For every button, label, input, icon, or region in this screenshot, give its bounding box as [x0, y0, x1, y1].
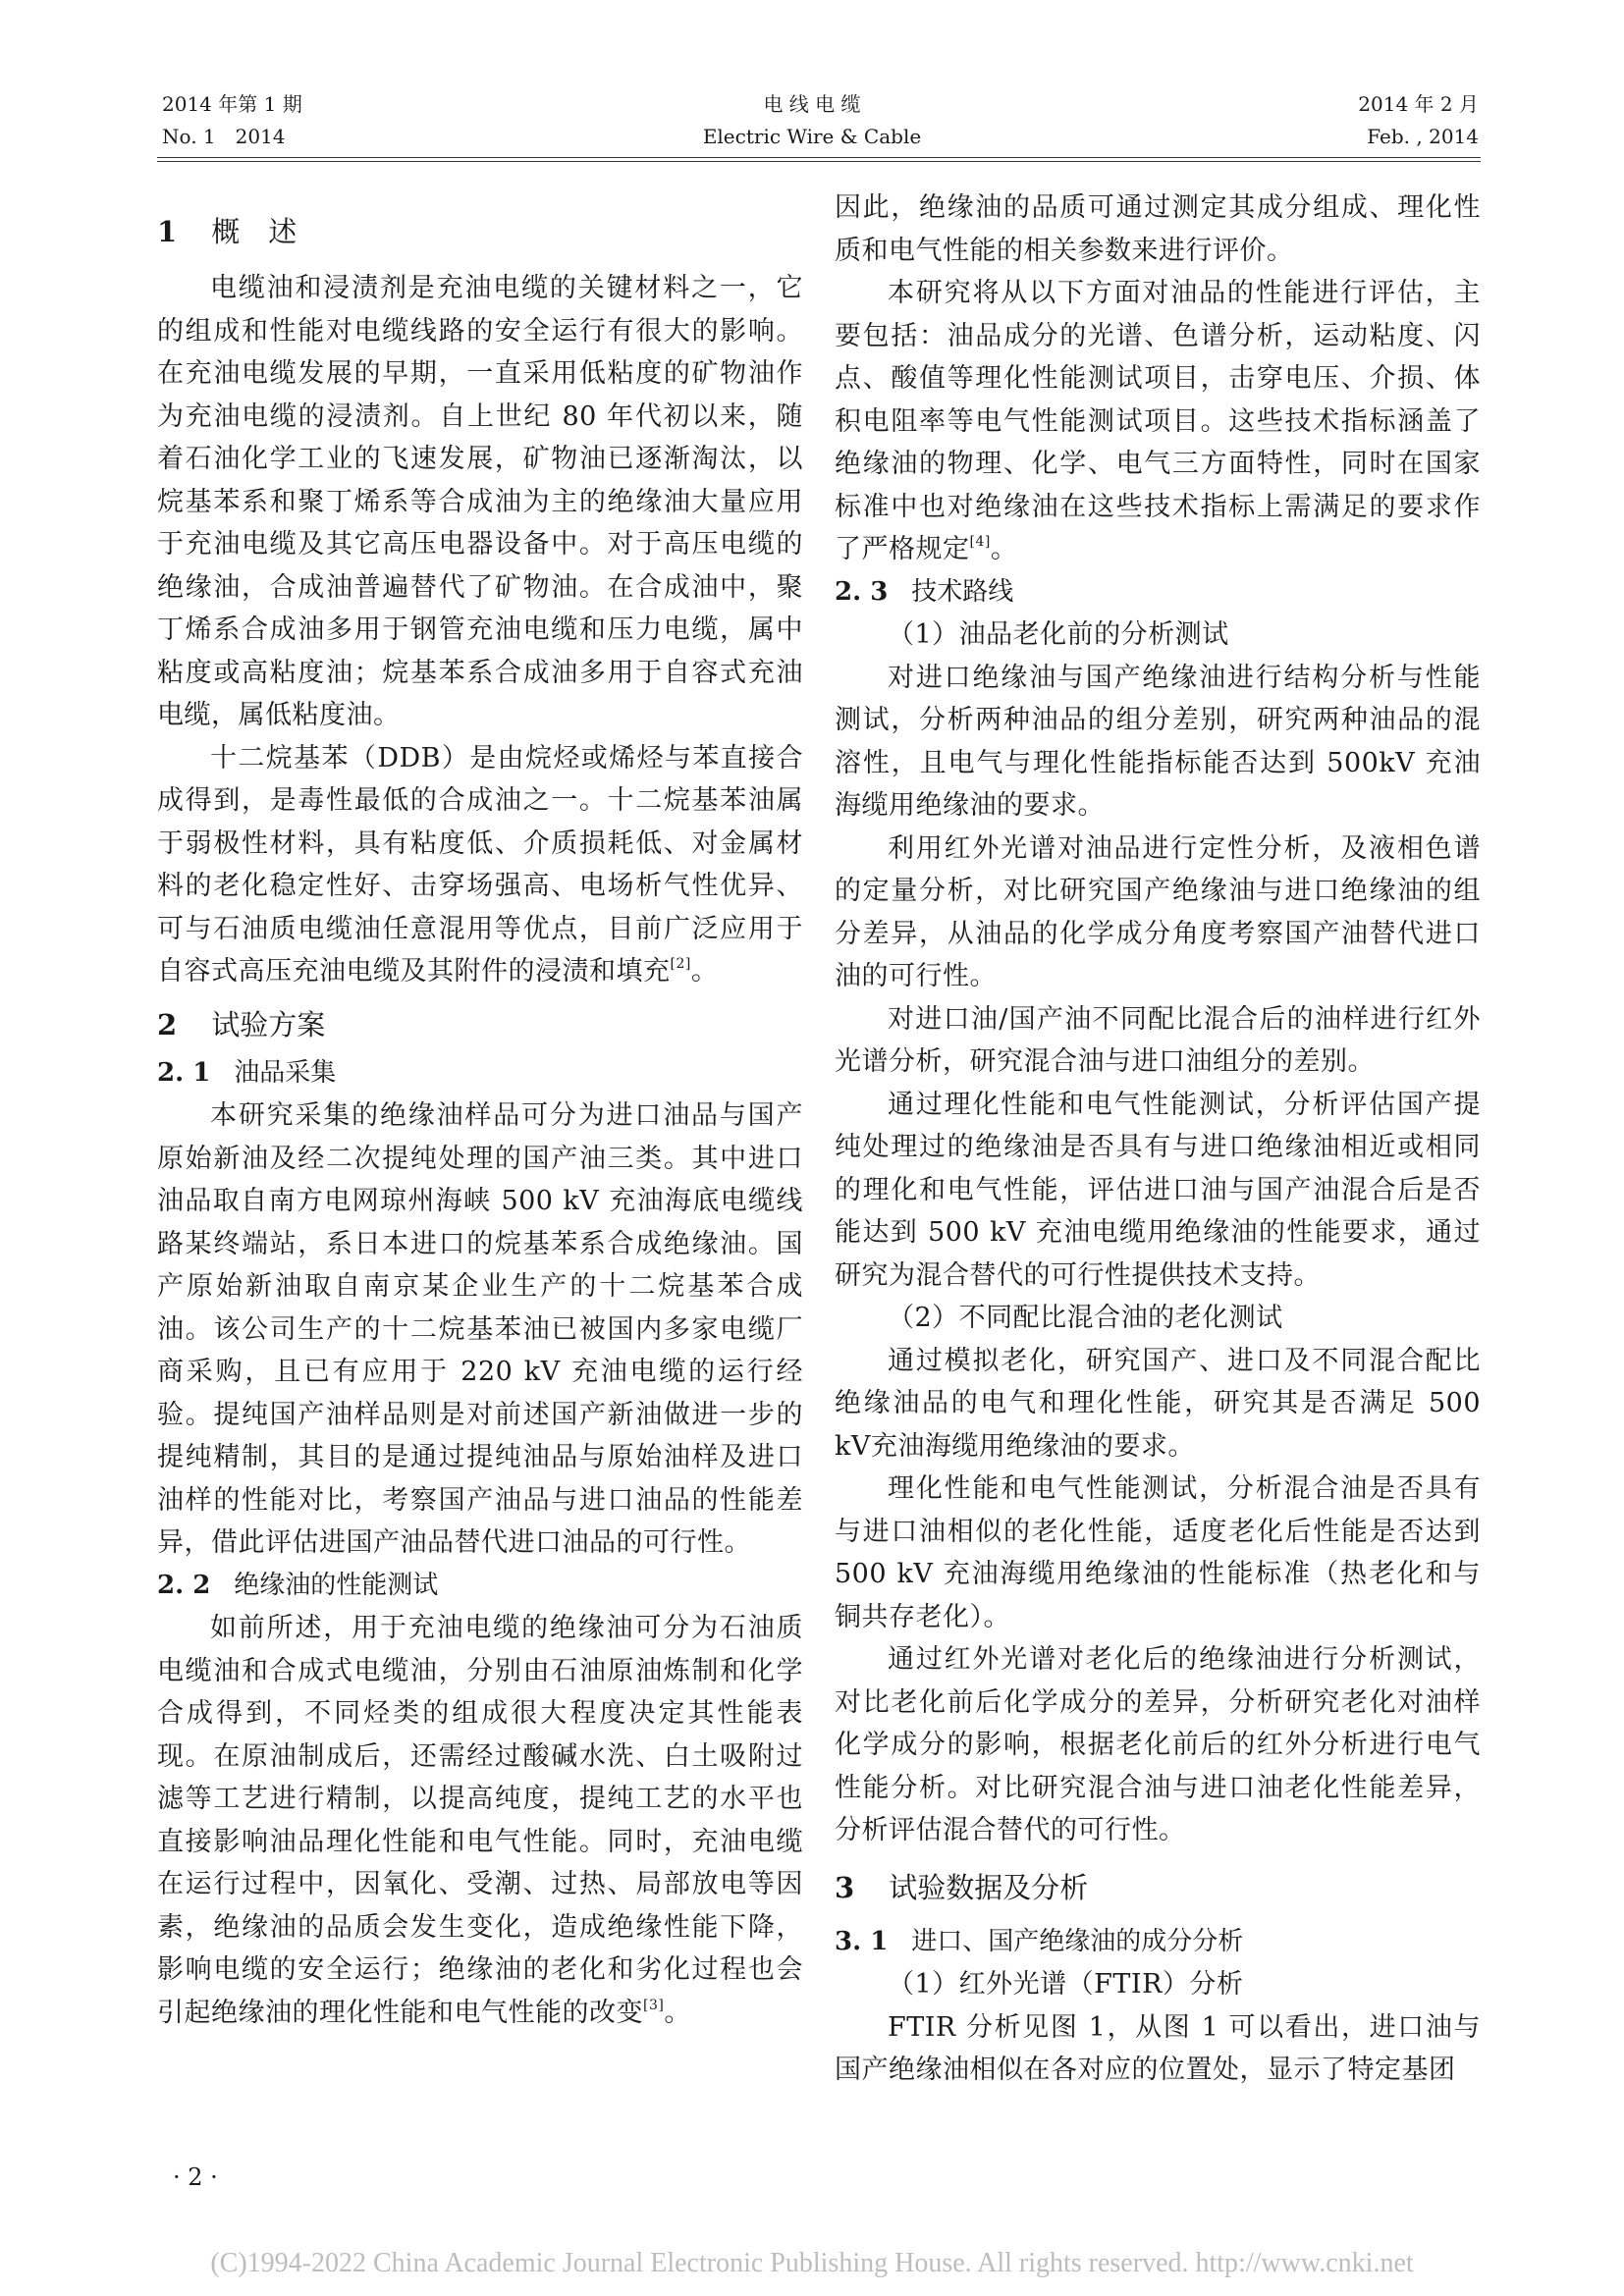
header-issue-en: No. 1 2014: [162, 125, 286, 148]
header-date-cn: 2014 年 2 月: [1358, 92, 1479, 116]
subsection-2-2-number: 2. 2: [157, 1570, 211, 1600]
subsection-2-2-paragraph-2: [835, 272, 1481, 571]
section-1-title: 概 述: [211, 215, 298, 248]
route-item-2-paragraph-3: 通过红外光谱对老化后的绝缘油进行分析测试，对比老化前后化学成分的差异，分析研究老化对油样化学成分的影响，根据老化前后的红外分析进行电气性能分析。对比研究混合油与进口油老化性能差异，分析评估混合替代的可行性。: [835, 1644, 1481, 1845]
citation-4: [4]: [969, 534, 991, 550]
subsection-2-2-paragraph: [157, 1607, 803, 2034]
subsection-2-2-paragraph-2-end: 。: [990, 534, 1018, 564]
subsection-2-2-paragraph-text: 如前所述，用于充油电缆的绝缘油可分为石油质电缆油和合成式电缆油，分别由石油原油炼制和化学合成得到，不同烃类的组成很大程度决定其性能表现。在原油制成后，还需经过酸碱水洗、白土吸附过滤等工艺进行精制，以提高纯度，提纯工艺的水平也直接影响油品理化性能和电气性能。同时，充油电缆在运行过程中，因氧化、受潮、过热、局部放电等因素，绝缘油的品质会发生变化，造成绝缘性能下降，影响电缆的安全运行；绝缘油的老化和劣化过程也会引起绝缘油的理化性能和电气性能的改变: [157, 1613, 803, 2028]
subsection-2-1-number: 2. 1: [157, 1057, 211, 1088]
section-1-paragraph-2: [157, 737, 803, 993]
header-journal-en: Electric Wire & Cable: [702, 125, 922, 148]
subsection-2-2-paragraph-end: 。: [664, 1997, 691, 2028]
left-column: [157, 188, 803, 2034]
route-item-1-paragraph-2: 利用红外光谱对油品进行定性分析，及液相色谱的定量分析，对比研究国产绝缘油与进口绝缘油的组分差异，从油品的化学成分角度考察国产油替代进口油的可行性。: [835, 832, 1481, 991]
header-journal-cn: 电 线 电 缆: [763, 92, 861, 116]
subsection-2-3-heading: [835, 571, 1481, 614]
header-issue-cn: 2014 年第 1 期: [162, 92, 302, 116]
header-date-en: Feb. , 2014: [1367, 125, 1479, 148]
section-1-paragraph-2-text: 十二烷基苯（DDB）是由烷烃或烯烃与苯直接合成得到，是毒性最低的合成油之一。十二烷基苯油属于弱极性材料，具有粘度低、介质损耗低、对金属材料的老化稳定性好、击穿场强高、电场析气性优异、可与石油质电缆油任意混用等优点，目前广泛应用于自容式高压充油电缆及其附件的浸渍和填充: [157, 742, 803, 987]
route-item-1-paragraph-1: 对进口绝缘油与国产绝缘油进行结构分析与性能测试，分析两种油品的组分差别，研究两种油品的混溶性，且电气与理化性能指标能否达到 500kV 充油海缆用绝缘油的要求。: [835, 662, 1481, 821]
copyright-footer: (C)1994-2022 China Academic Journal Electronic Publishing House. All rights reserved. http://www.cnki.net: [210, 2248, 1414, 2278]
route-item-2-paragraph-2: 理化性能和电气性能测试，分析混合油是否具有与进口油相似的老化性能，适度老化后性能是否达到 500 kV 充油海缆用绝缘油的性能标准（热老化和与铜共存老化）。: [835, 1473, 1481, 1632]
subsection-2-3-title: 技术路线: [911, 576, 1014, 607]
route-item-2-paragraph-1: 通过模拟老化，研究国产、进口及不同混合配比绝缘油品的电气和理化性能，研究其是否满足 500 kV充油海缆用绝缘油的要求。: [835, 1345, 1481, 1462]
route-item-1-paragraph-4: 通过理化性能和电气性能测试，分析评估国产提纯处理过的绝缘油是否具有与进口绝缘油相近或相同的理化和电气性能，评估进口油与国产油混合后是否能达到 500 kV 充油电缆用绝缘油的性能要求，通过研究为混合替代的可行性提供技术支持。: [835, 1089, 1481, 1291]
subsection-3-1-heading: [835, 1921, 1481, 1964]
analysis-item-1-heading: （1）红外光谱（FTIR）分析: [888, 1969, 1244, 2000]
section-3-heading: [835, 1866, 1481, 1909]
section-1-paragraph-2-end: 。: [690, 956, 719, 987]
right-column: [835, 187, 1481, 2092]
page-number: · 2 ·: [173, 2163, 218, 2191]
header-date: [1358, 88, 1479, 153]
subsection-3-1-title: 进口、国产绝缘油的成分分析: [911, 1926, 1244, 1956]
subsection-3-1-number: 3. 1: [835, 1926, 889, 1956]
section-3-number: 3: [835, 1870, 855, 1904]
section-3-title: 试验数据及分析: [889, 1870, 1089, 1904]
section-1-number: 1: [157, 215, 178, 248]
subsection-2-2-title: 绝缘油的性能测试: [234, 1570, 439, 1600]
route-item-2-heading: （2）不同配比混合油的老化测试: [888, 1303, 1283, 1333]
route-item-1-paragraph-3: 对进口油/国产油不同配比混合后的油样进行红外光谱分析，研究混合油与进口油组分的差别。: [835, 1003, 1481, 1077]
subsection-2-2-heading: [157, 1565, 803, 1608]
section-1-heading: [157, 210, 803, 253]
citation-2: [2]: [670, 956, 691, 972]
section-1-paragraph-1: 电缆油和浸渍剂是充油电缆的关键材料之一，它的组成和性能对电缆线路的安全运行有很大的影响。在充油电缆发展的早期，一直采用低粘度的矿物油作为充油电缆的浸渍剂。自上世纪 80 年代初以来，随着石油化学工业的飞速发展，矿物油已逐渐淘汰，以烷基苯系和聚丁烯系等合成油为主的绝缘油大量应用于充油电缆及其它高压电器设备中。对于高压电缆的绝缘油，合成油普遍替代了矿物油。在合成油中，聚丁烯系合成油多用于钢管充油电缆和压力电缆，属中粘度或高粘度油；烷基苯系合成油多用于自容式充油电缆，属低粘度油。: [157, 273, 803, 730]
citation-3: [3]: [643, 1997, 665, 2013]
subsection-2-2-paragraph-2-text: 本研究将从以下方面对油品的性能进行评估，主要包括：油品成分的光谱、色谱分析，运动粘度、闪点、酸值等理化性能测试项目，击穿电压、介损、体积电阻率等电气性能测试项目。这些技术指标涵盖了绝缘油的物理、化学、电气三方面特性，同时在国家标准中也对绝缘油在这些技术指标上需满足的要求作了严格规定: [835, 278, 1481, 564]
subsection-2-3-number: 2. 3: [835, 576, 889, 607]
section-2-title: 试验方案: [211, 1007, 326, 1041]
section-2-number: 2: [157, 1007, 178, 1041]
subsection-2-1-heading: [157, 1052, 803, 1095]
subsection-2-2-continued: 因此，绝缘油的品质可通过测定其成分组成、理化性质和电气性能的相关参数来进行评价。: [835, 192, 1481, 266]
header-rule-top: [157, 157, 1481, 158]
route-item-1-heading: （1）油品老化前的分析测试: [888, 619, 1229, 650]
subsection-2-1-title: 油品采集: [234, 1057, 337, 1088]
subsection-2-1-paragraph: 本研究采集的绝缘油样品可分为进口油品与国产原始新油及经二次提纯处理的国产油三类。其中进口油品取自南方电网琼州海峡 500 kV 充油海底电缆线路某终端站，系日本进口的烷基苯系合成绝缘油。国产原始新油取自南京某企业生产的十二烷基苯合成油。该公司生产的十二烷基苯油已被国内多家电缆厂商采购，且已有应用于 220 kV 充油电缆的运行经验。提纯国产油样品则是对前述国产新油做进一步的提纯精制，其目的是通过提纯油品与原始油样及进口油样的性能对比，考察国产油品与进口油品的性能差异，借此评估进国产油品替代进口油品的可行性。: [157, 1100, 803, 1558]
section-2-heading: [157, 1003, 803, 1046]
analysis-item-1-paragraph: FTIR 分析见图 1，从图 1 可以看出，进口油与国产绝缘油相似在各对应的位置处，显示了特定基团: [835, 2011, 1481, 2085]
header-rule-bottom: [157, 161, 1481, 162]
